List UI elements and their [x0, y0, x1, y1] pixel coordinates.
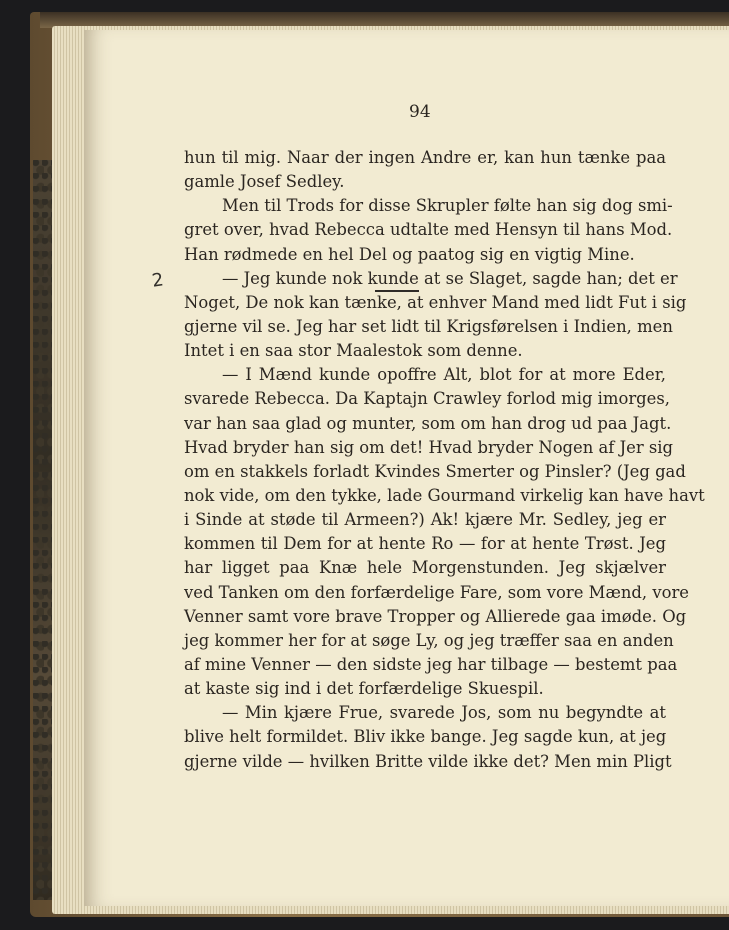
text-line: af mine Venner — den sidste jeg har tilbage — bestemt paa [184, 654, 678, 674]
text-line: hun til mig. Naar der ingen Andre er, kan hun tænke paa [184, 148, 666, 167]
text-line: har ligget paa Knæ hele Morgenstunden. Jeg skjælver [184, 558, 666, 578]
text-line: blive helt formildet. Bliv ikke bange. Jeg sagde kun, at jeg [184, 727, 667, 747]
text-line: Han rødmede en hel Del og paatog sig en vigtig Mine. [184, 244, 635, 264]
text-line: svarede Rebecca. Da Kaptajn Crawley forlod mig imorges, [184, 389, 670, 409]
text-line: Hvad bryder han sig om det! Hvad bryder Nogen af Jer sig [184, 437, 674, 457]
text-line: — Min kjære Frue, svarede Jos, som nu begyndte at [222, 703, 666, 723]
text-line: om en stakkels forladt Kvindes Smerter og Pinsler? (Jeg gad [184, 461, 686, 481]
text-line: Intet i en saa stor Maalestok som denne. [184, 341, 523, 361]
text-line: Noget, De nok kan tænke, at enhver Mand med lidt Fut i sig [184, 292, 687, 312]
text-line: — Jeg kunde nok kunde at se Slaget, sagde han; det er [222, 268, 678, 288]
text-line: ved Tanken om den forfærdelige Fare, som vore Mænd, vore [184, 582, 689, 602]
text-line: i Sinde at støde til Armeen?) Ak! kjære Mr. Sedley, jeg er [184, 510, 666, 530]
page-number: 94 [409, 102, 431, 122]
text-line: Men til Trods for disse Skrupler følte han sig dog smi- [222, 196, 673, 216]
text-line: gjerne vil se. Jeg har set lidt til Krigsførelsen i Indien, men [184, 316, 673, 336]
body-text [184, 146, 705, 774]
text-line: gret over, hvad Rebecca udtalte med Hensyn til hans Mod. [184, 220, 673, 240]
text-line: — I Mænd kunde opoffre Alt, blot for at more Eder, [222, 365, 666, 385]
text-line: kommen til Dem for at hente Ro — for at hente Trøst. Jeg [184, 534, 666, 554]
text-line: gamle Josef Sedley. [184, 172, 345, 192]
text-line: nok vide, om den tykke, lade Gourmand virkelig kan have havt [184, 485, 705, 505]
text-line: at kaste sig ind i det forfærdelige Skuespil. [184, 679, 544, 699]
text-line: Venner samt vore brave Tropper og Allierede gaa imøde. Og [184, 606, 687, 626]
text-line: var han saa glad og munter, som om han drog ud paa Jagt. [184, 413, 672, 433]
text-line: gjerne vilde — hvilken Britte vilde ikke det? Men min Pligt [184, 751, 672, 771]
text-line: jeg kommer her for at søge Ly, og jeg træffer saa en anden [184, 630, 674, 650]
handwritten-margin-note: 2 [150, 269, 165, 292]
